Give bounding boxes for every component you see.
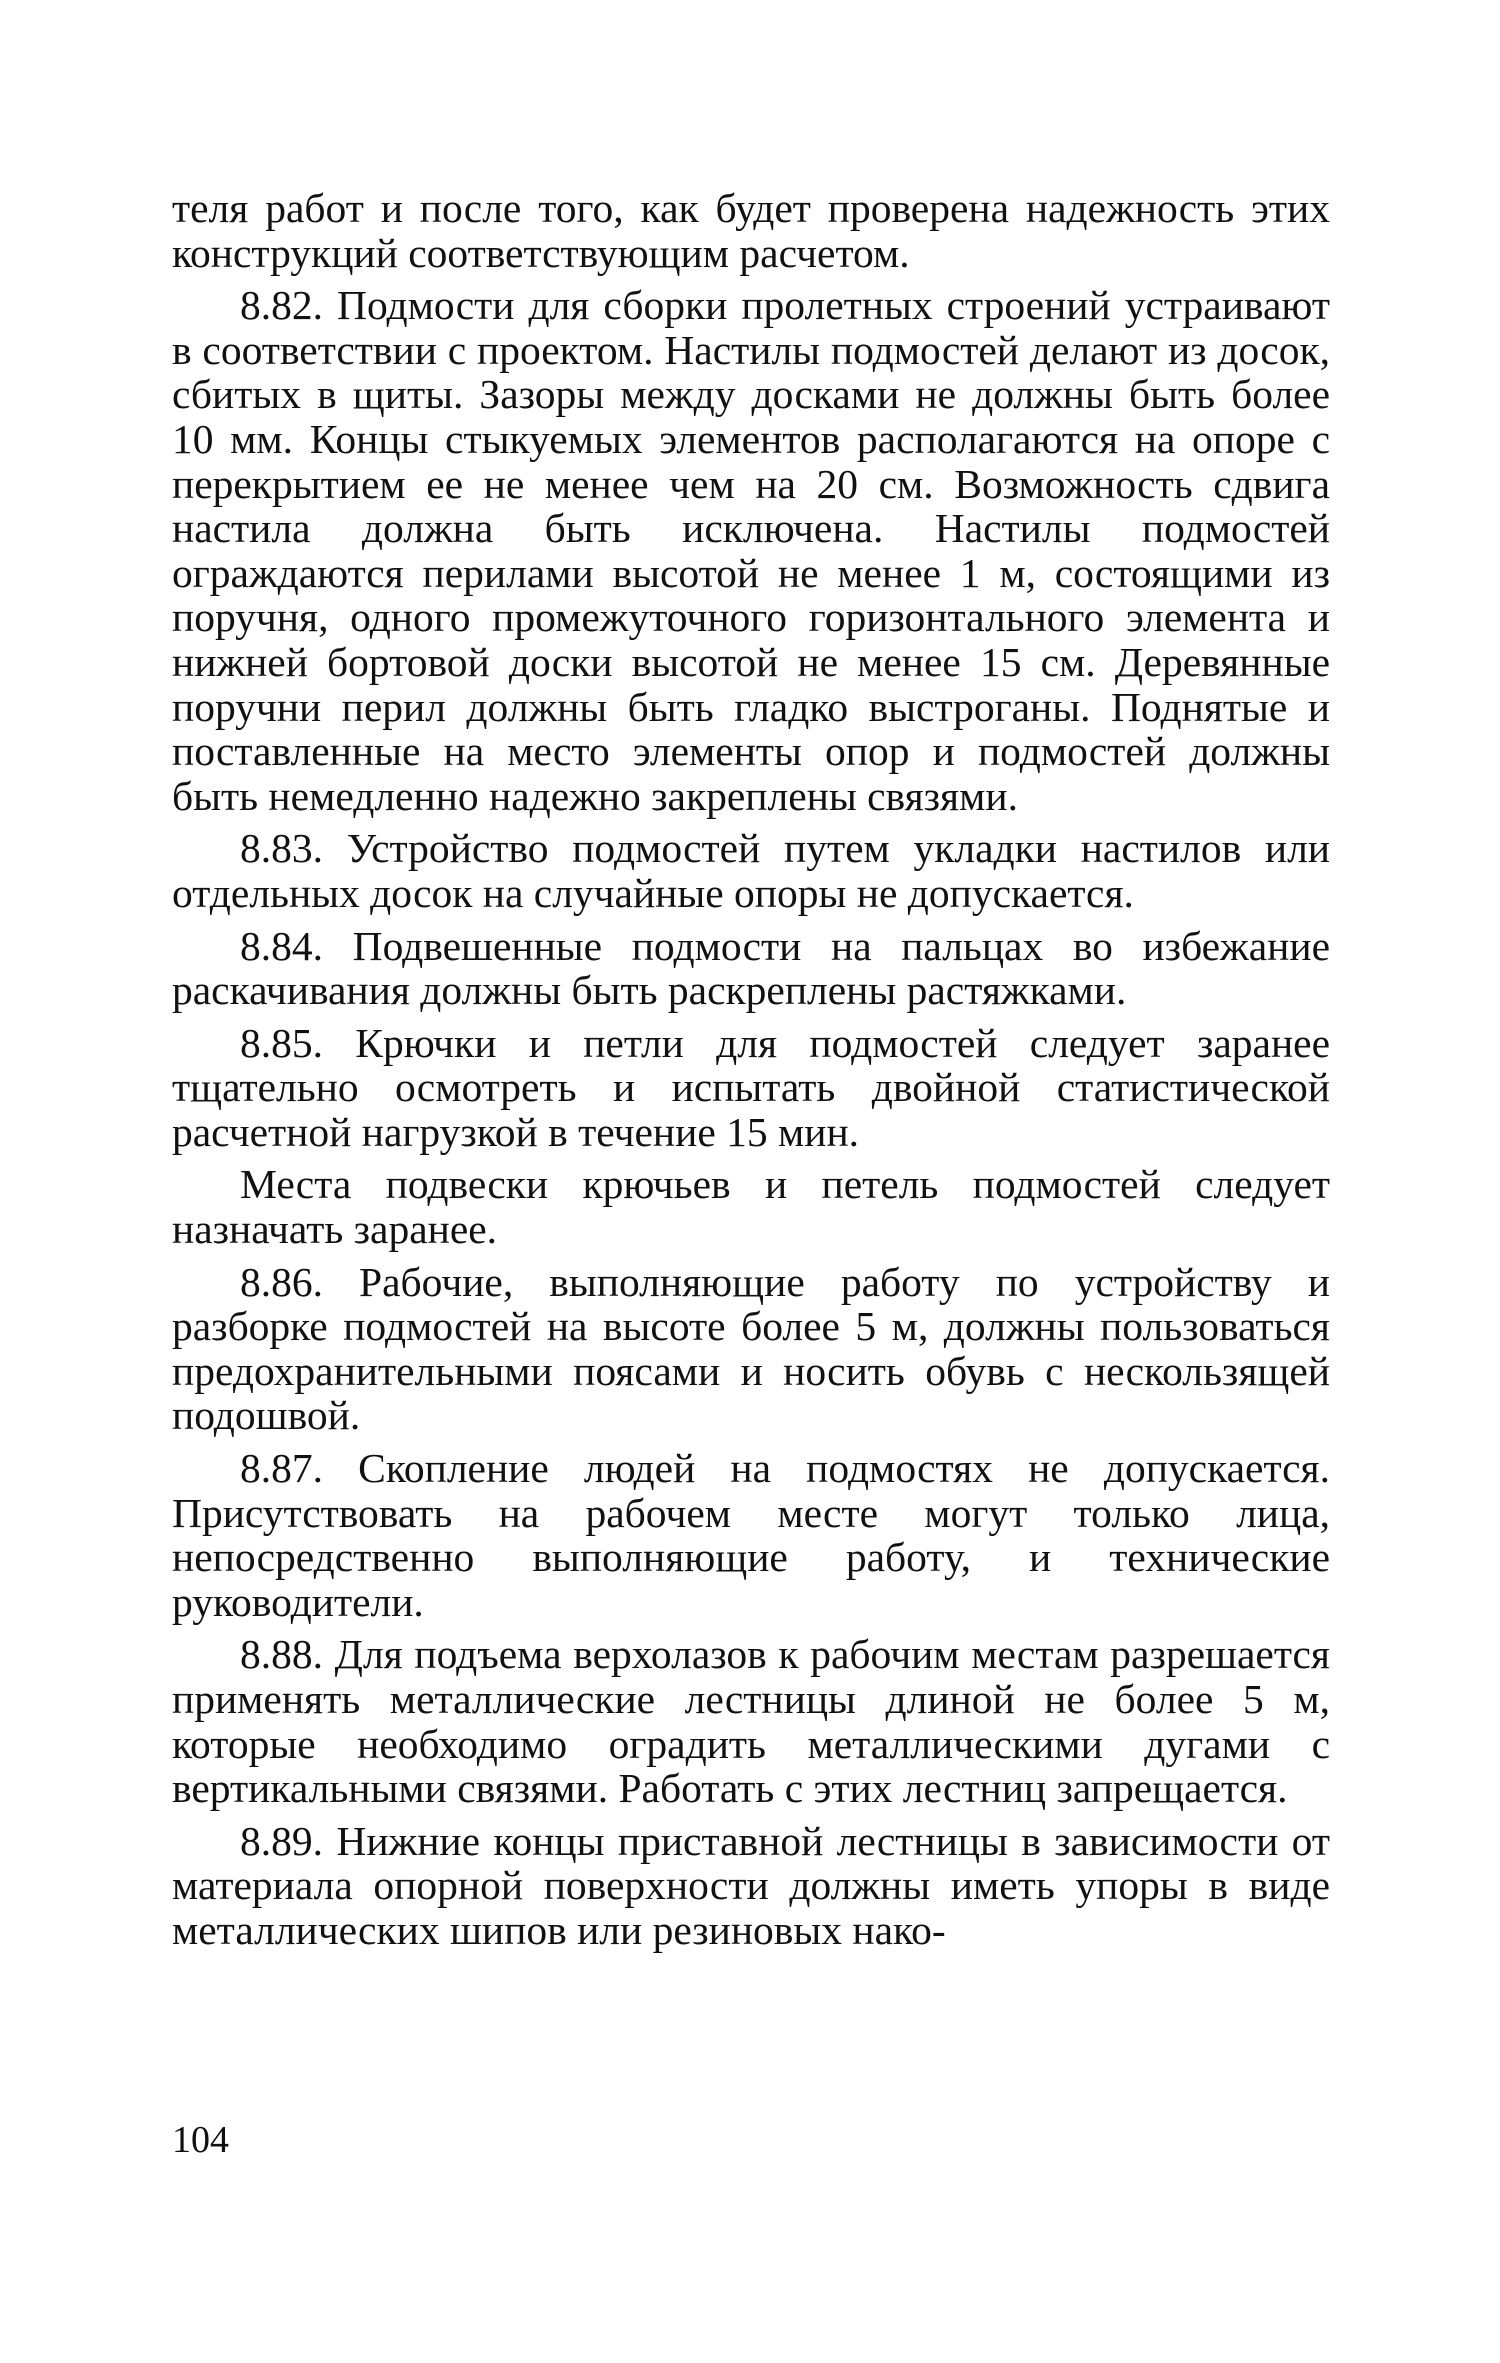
paragraph-8-83: 8.83. Устройство подмостей путем укладки настилов или отдельных досок на случайные опоры не допускается. bbox=[172, 825, 1330, 916]
paragraph-8-82: 8.82. Подмости для сборки пролетных строений устраивают в соответствии с проектом. Настилы подмостей делают из досок, сбитых в щиты. Зазоры между досками не должны быть более 10 мм. Концы стыкуемых элементов располагаются на опоре с перекрытием ее не менее чем на 20 см. Возможность сдвига настила должна быть исключена. Настилы подмостей ограждаются перилами высотой не менее 1 м, состоящими из поручня, одного промежуточного горизонтального элемента и нижней бортовой доски высотой не менее 15 см. Деревянные поручни перил должны быть гладко выстроганы. Поднятые и поставленные на место элементы опор и подмостей должны быть немедленно надежно закреплены связями. bbox=[172, 282, 1330, 819]
paragraph-8-85: 8.85. Крючки и петли для подмостей следует заранее тщательно осмотреть и испытать двойной статистической расчетной нагрузкой в течение 15 мин. bbox=[172, 1019, 1330, 1155]
paragraph-hook-placement: Места подвески крючьев и петель подмостей следует назначать заранее. bbox=[172, 1161, 1330, 1253]
paragraph-continuation: теля работ и после того, как будет проверена надежность этих конструкций соответствующим расчетом. bbox=[172, 185, 1330, 276]
paragraph-8-88: 8.88. Для подъема верхолазов к рабочим местам разрешается применять металлические лестницы длиной не более 5 м, которые необходимо оградить металлическими дугами с вертикальными связями. Работать с этих лестниц запрещается. bbox=[172, 1631, 1330, 1812]
paragraph-8-87: 8.87. Скопление людей на подмостях не допускается. Присутствовать на рабочем месте могут только лица, непосредственно выполняющие работу, и технические руководители. bbox=[172, 1445, 1330, 1625]
page-number: 104 bbox=[172, 2119, 229, 2161]
page-body bbox=[172, 186, 1330, 1961]
paragraph-8-86: 8.86. Рабочие, выполняющие работу по устройству и разборке подмостей на высоте более 5 м, должны пользоваться предохранительными поясами и носить обувь с нескользящей подошвой. bbox=[172, 1258, 1330, 1439]
paragraph-8-84: 8.84. Подвешенные подмости на пальцах во избежание раскачивания должны быть раскреплены растяжками. bbox=[172, 922, 1330, 1014]
paragraph-8-89: 8.89. Нижние концы приставной лестницы в зависимости от материала опорной поверхности должны иметь упоры в виде металлических шипов или резиновых нако- bbox=[172, 1817, 1330, 1953]
